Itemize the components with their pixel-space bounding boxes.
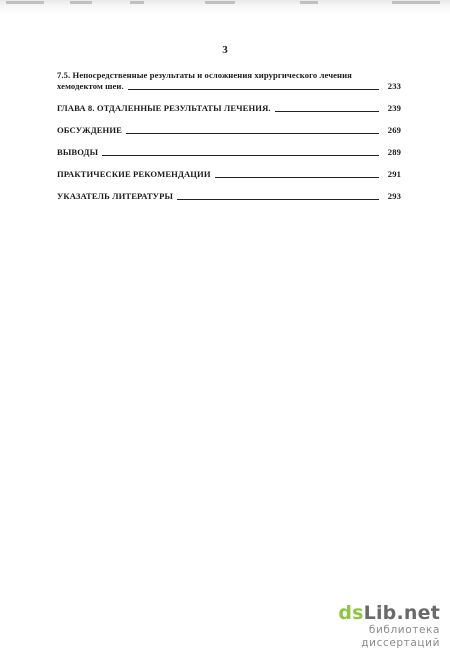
- toc-entry-recommendations[interactable]: [57, 169, 401, 180]
- toc-page-number: 233: [387, 81, 401, 91]
- toc-page-number: 291: [387, 169, 401, 179]
- dslib-logo: [290, 602, 440, 624]
- logo-ds: ds: [338, 602, 364, 624]
- toc-entry-title: ПРАКТИЧЕСКИЕ РЕКОМЕНДАЦИИ: [57, 169, 211, 179]
- toc-entry-title-line1: 7.5. Непосредственные результаты и осложнения хирургического лечения: [57, 70, 352, 80]
- toc-page-number: 289: [387, 147, 401, 157]
- dot-leader: [177, 198, 379, 200]
- toc-entry-title: ОБСУЖДЕНИЕ: [57, 125, 122, 135]
- dot-leader: [215, 176, 379, 178]
- toc-entry-references[interactable]: [57, 191, 401, 202]
- watermark-caption: библиотека диссертаций: [361, 624, 440, 649]
- dot-leader: [275, 110, 379, 112]
- toc-page-number: 239: [387, 103, 401, 113]
- dot-leader: [102, 154, 379, 156]
- toc-entry-conclusions[interactable]: [57, 147, 401, 158]
- toc-entry-7-5[interactable]: [57, 70, 401, 92]
- dot-leader: [128, 88, 379, 90]
- toc-page-number: 269: [387, 125, 401, 135]
- dot-leader: [126, 132, 379, 134]
- toc-entry-chapter-8[interactable]: [57, 103, 401, 114]
- toc-entry-title-line2: хемодектом шеи.: [57, 81, 124, 91]
- toc-page-number: 293: [387, 191, 401, 201]
- logo-lib: Lib: [363, 602, 397, 624]
- page-number: 3: [222, 44, 228, 56]
- table-of-contents: [57, 70, 401, 202]
- toc-entry-discussion[interactable]: [57, 125, 401, 136]
- logo-net: .net: [396, 602, 440, 624]
- dslib-watermark[interactable]: [290, 602, 440, 650]
- toc-entry-title: ГЛАВА 8. ОТДАЛЕННЫЕ РЕЗУЛЬТАТЫ ЛЕЧЕНИЯ.: [57, 103, 271, 113]
- toc-entry-title: УКАЗАТЕЛЬ ЛИТЕРАТУРЫ: [57, 191, 173, 201]
- toc-entry-title: ВЫВОДЫ: [57, 147, 99, 157]
- scan-noise: [0, 0, 450, 8]
